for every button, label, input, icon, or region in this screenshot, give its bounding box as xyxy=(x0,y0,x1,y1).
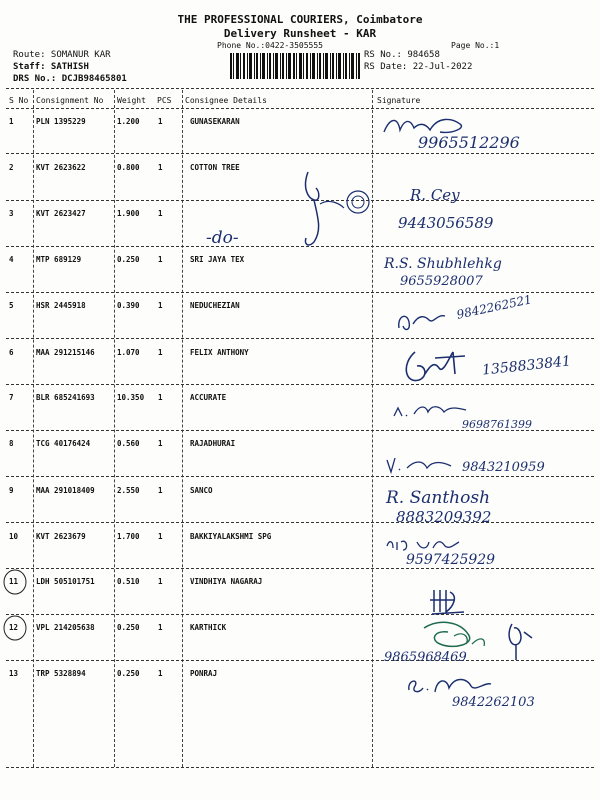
row-weight: 0.510 xyxy=(117,577,140,586)
row-sno: 1 xyxy=(9,117,14,126)
row-pcs: 1 xyxy=(158,393,163,402)
row-pcs: 1 xyxy=(158,623,163,632)
row-weight: 0.390 xyxy=(117,301,140,310)
handwritten-phone: 9965512296 xyxy=(418,133,520,152)
handwritten-phone: 9443056589 xyxy=(398,214,494,232)
row-sno: 3 xyxy=(9,209,14,218)
row-pcs: 1 xyxy=(158,255,163,264)
column-header-signature: Signature xyxy=(377,96,421,105)
column-header-weight: Weight xyxy=(117,96,146,105)
handwritten-phone: 9597425929 xyxy=(406,552,496,568)
table-top-rule xyxy=(6,88,594,89)
column-header-consignment: Consignment No xyxy=(36,96,104,105)
column-header-pcs: PCS xyxy=(157,96,172,105)
row-sno: 11 xyxy=(9,577,19,586)
phone-number: Phone No.:0422-3505555 xyxy=(217,41,323,50)
signature-mark xyxy=(428,584,468,616)
row-consignment: MTP 689129 xyxy=(36,255,82,264)
row-weight: 10.350 xyxy=(117,393,145,402)
row-sno: 8 xyxy=(9,439,14,448)
handwritten-phone: 1358833841 xyxy=(481,353,572,379)
col-divider xyxy=(114,90,115,767)
col-divider xyxy=(182,90,183,767)
row-weight: 0.800 xyxy=(117,163,140,172)
row-pcs: 1 xyxy=(158,348,163,357)
row-pcs: 1 xyxy=(158,532,163,541)
row-consignment: KVT 2623679 xyxy=(36,532,86,541)
circle-mark xyxy=(2,568,32,658)
row-sno: 12 xyxy=(9,623,19,632)
row-consignment: MAA 291215146 xyxy=(36,348,95,357)
row-rule xyxy=(6,568,594,569)
handwritten-phone: 8883209392 xyxy=(396,508,492,526)
row-consignment: KVT 2623427 xyxy=(36,209,86,218)
row-consignment: TCG 40176424 xyxy=(36,439,91,448)
row-sno: 9 xyxy=(9,486,14,495)
row-pcs: 1 xyxy=(158,669,163,678)
staff-label: Staff: SATHISH xyxy=(13,62,89,72)
row-consignee: RAJADHURAI xyxy=(190,439,236,448)
route-label: Route: SOMANUR KAR xyxy=(13,50,111,60)
handwritten-phone: 9842262521 xyxy=(455,292,533,322)
table-bottom-rule xyxy=(6,767,594,768)
row-pcs: 1 xyxy=(158,117,163,126)
row-consignee: NEDUCHEZIAN xyxy=(190,301,240,310)
row-consignment: HSR 2445918 xyxy=(36,301,86,310)
row-consignee: FELIX ANTHONY xyxy=(190,348,249,357)
row-sno: 13 xyxy=(9,669,19,678)
row-rule xyxy=(6,338,594,339)
row-weight: 1.700 xyxy=(117,532,140,541)
row-sno: 5 xyxy=(9,301,14,310)
row-consignment: LDH 505101751 xyxy=(36,577,95,586)
row-pcs: 1 xyxy=(158,163,163,172)
row-pcs: 1 xyxy=(158,301,163,310)
page-number: Page No.:1 xyxy=(451,41,500,50)
rs-number: RS No.: 984658 xyxy=(364,50,440,60)
row-consignee: SANCO xyxy=(190,486,213,495)
handwritten-phone: 9843210959 xyxy=(462,460,545,475)
row-rule xyxy=(6,153,594,154)
signature-mark xyxy=(392,400,472,422)
handwritten-phone: 9842262103 xyxy=(452,695,535,710)
row-consignee: COTTON TREE xyxy=(190,163,240,172)
row-sno: 6 xyxy=(9,348,14,357)
handwritten-ditto: -do- xyxy=(206,228,239,248)
column-header-sno: S No xyxy=(9,96,29,105)
handwritten-name: R. Cey xyxy=(410,186,460,204)
row-weight: 1.070 xyxy=(117,348,140,357)
row-consignee: PONRAJ xyxy=(190,669,218,678)
row-weight: 0.250 xyxy=(117,623,140,632)
handwritten-phone: 9865968469 xyxy=(384,650,467,665)
row-sno: 7 xyxy=(9,393,14,402)
signature-mark xyxy=(395,344,475,394)
row-consignee: ACCURATE xyxy=(190,393,227,402)
row-consignment: MAA 291018409 xyxy=(36,486,95,495)
row-consignment: BLR 685241693 xyxy=(36,393,95,402)
row-rule xyxy=(6,292,594,293)
row-consignment: PLN 1395229 xyxy=(36,117,86,126)
row-rule xyxy=(6,384,594,385)
row-consignment: KVT 2623622 xyxy=(36,163,86,172)
row-rule xyxy=(6,522,594,523)
row-sno: 2 xyxy=(9,163,14,172)
row-weight: 1.900 xyxy=(117,209,140,218)
company-title: THE PROFESSIONAL COURIERS, Coimbatore xyxy=(177,13,423,26)
row-consignee: SRI JAYA TEX xyxy=(190,255,245,264)
handwritten-phone: 9698761399 xyxy=(462,418,532,431)
signature-mark xyxy=(385,454,465,478)
handwritten-name: R.S. Shubhlehkg xyxy=(384,256,502,272)
row-pcs: 1 xyxy=(158,439,163,448)
row-weight: 0.250 xyxy=(117,255,140,264)
row-weight: 1.200 xyxy=(117,117,140,126)
row-consignment: TRP 5328894 xyxy=(36,669,86,678)
row-consignee: BAKKIYALAKSHMI SPG xyxy=(190,532,272,541)
row-consignee: VINDHIYA NAGARAJ xyxy=(190,577,263,586)
row-weight: 0.560 xyxy=(117,439,140,448)
runsheet-title: Delivery Runsheet - KAR xyxy=(223,27,377,40)
header-rule xyxy=(6,108,594,109)
column-header-consignee: Consignee Details xyxy=(185,96,267,105)
row-consignment: VPL 214205638 xyxy=(36,623,95,632)
row-consignee: KARTHICK xyxy=(190,623,227,632)
row-rule xyxy=(6,476,594,477)
handwritten-phone: 9655928007 xyxy=(400,274,483,289)
signature-mark xyxy=(395,306,455,336)
row-pcs: 1 xyxy=(158,209,163,218)
rs-date: RS Date: 22-Jul-2022 xyxy=(364,62,473,72)
row-weight: 2.550 xyxy=(117,486,140,495)
row-consignee: GUNASEKARAN xyxy=(190,117,240,126)
row-sno: 10 xyxy=(9,532,19,541)
col-divider xyxy=(33,90,34,767)
row-pcs: 1 xyxy=(158,486,163,495)
row-weight: 0.250 xyxy=(117,669,140,678)
row-sno: 4 xyxy=(9,255,14,264)
drs-number: DRS No.: DCJB98465801 xyxy=(13,74,127,84)
barcode xyxy=(230,53,360,79)
handwritten-name: R. Santhosh xyxy=(386,488,491,508)
signature-mark xyxy=(300,168,380,258)
row-pcs: 1 xyxy=(158,577,163,586)
